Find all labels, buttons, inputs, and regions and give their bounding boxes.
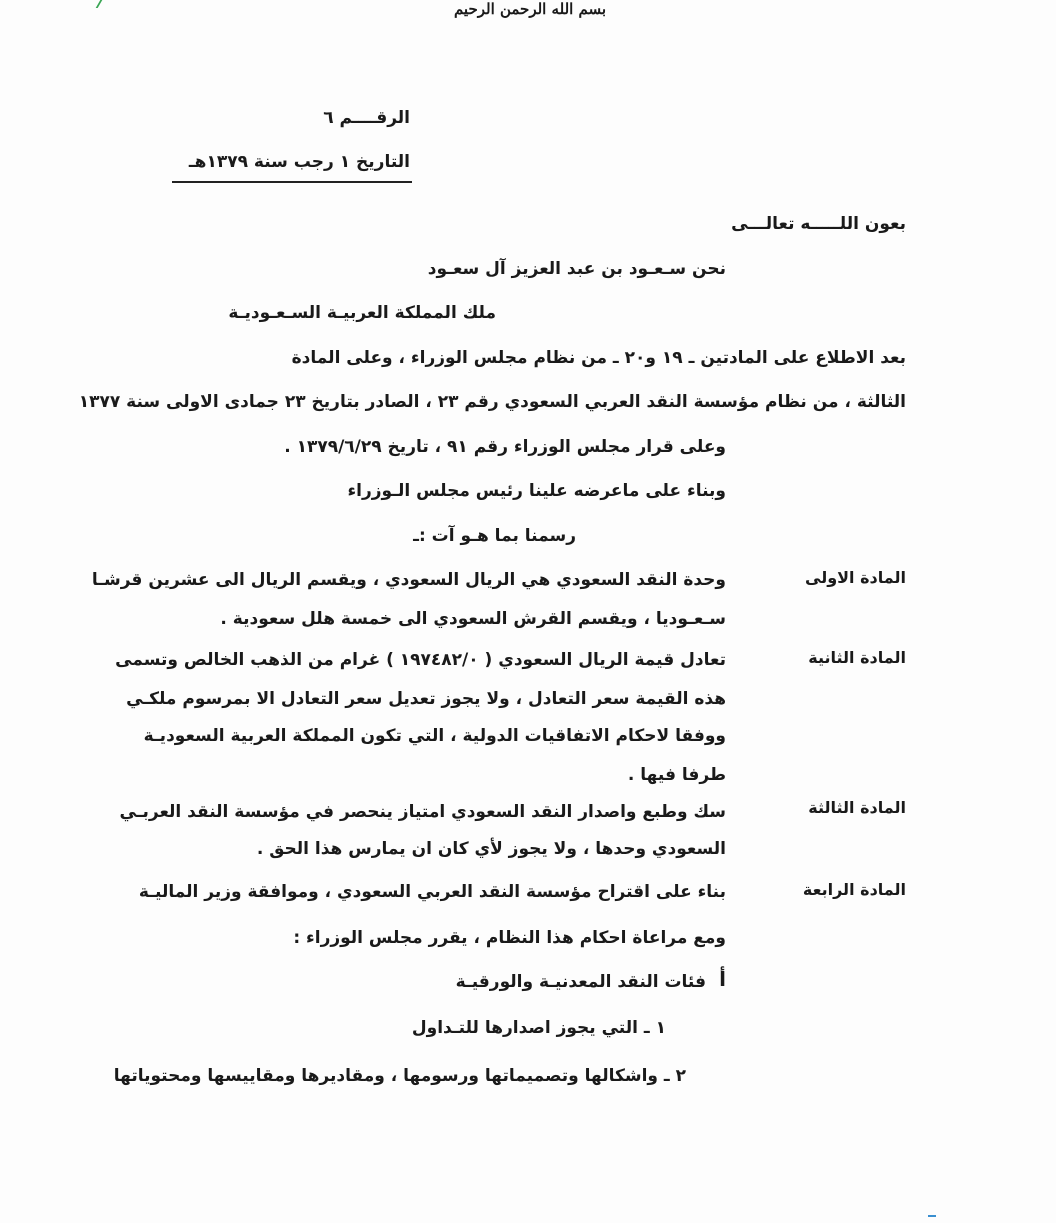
article-2-line-1: تعادل قيمة الريال السعودي ( ١٩٧٤٨٢/٠ ) غرام من الذهب الخالص وتسمى xyxy=(115,650,726,670)
date-underline xyxy=(172,181,412,183)
document-number: الرقــــم ٦ xyxy=(323,108,410,128)
pen-mark xyxy=(96,0,113,8)
article-4-line-1: بناء على اقتراح مؤسسة النقد العربي السعودي ، وموافقة وزير الماليـة xyxy=(138,882,726,902)
article-3-line-1: سك وطبع واصدار النقد السعودي امتياز ينحصر في مؤسسة النقد العربـي xyxy=(119,802,726,822)
article-4-line-2: ومع مراعاة احكام هذا النظام ، يقرر مجلس الوزراء : xyxy=(293,928,726,948)
preamble-line-2: الثالثة ، من نظام مؤسسة النقد العربي السعودي رقم ٢٣ ، الصادر بتاريخ ٢٣ جمادى الاولى سنة ١٣٧٧ xyxy=(78,392,906,412)
article-4-label: المادة الرابعة xyxy=(802,880,906,899)
article-1-line-1: وحدة النقد السعودي هي الريال السعودي ، ويقسم الريال الى عشرين قرشـا xyxy=(91,570,726,590)
article-2-line-2: هذه القيمة سعر التعادل ، ولا يجوز تعديل سعر التعادل الا بمرسوم ملكـي xyxy=(126,689,726,709)
item-a-text: فئات النقد المعدنيـة والورقيـة xyxy=(455,972,706,992)
preamble-line-5: رسمنا بما هـو آت :ـ xyxy=(413,526,576,546)
king-title: ملك المملكة العربيـة السـعـوديـة xyxy=(228,303,496,323)
preamble-line-1: بعد الاطلاع على المادتين ـ ١٩ و٢٠ ـ من نظام مجلس الوزراء ، وعلى المادة xyxy=(291,348,906,368)
basmala: بسم الله الرحمن الرحيم xyxy=(453,0,607,18)
article-2-line-4: طرفا فيها . xyxy=(627,765,726,785)
preamble-line-3: وعلى قرار مجلس الوزراء رقم ٩١ ، تاريخ ١٣٧٩/٦/٢٩ . xyxy=(284,437,726,457)
opening-invocation: بعون اللـــــه تعالـــى xyxy=(731,214,906,234)
pen-mark-corner xyxy=(928,1215,936,1222)
item-2-text: ٢ ـ واشكالها وتصميماتها ورسومها ، ومقاديرها ومقاييسها ومحتوياتها xyxy=(113,1066,686,1086)
document-date: التاريخ ١ رجب سنة ١٣٧٩هـ xyxy=(188,152,410,172)
article-2-line-3: ووفقا لاحكام الاتفاقيات الدولية ، التي تكون المملكة العربية السعوديـة xyxy=(143,726,726,746)
article-1-line-2: سـعـوديا ، ويقسم القرش السعودي الى خمسة هلل سعودية . xyxy=(220,609,726,629)
preamble-line-4: وبناء على ماعرضه علينا رئيس مجلس الـوزراء xyxy=(347,481,726,501)
item-1-text: ١ ـ التي يجوز اصدارها للتـداول xyxy=(411,1018,666,1038)
article-3-label: المادة الثالثة xyxy=(808,798,906,817)
item-a-marker: أ xyxy=(719,967,726,991)
article-3-line-2: السعودي وحدها ، ولا يجوز لأي كان ان يمارس هذا الحق . xyxy=(256,839,726,859)
article-2-label: المادة الثانية xyxy=(808,648,906,667)
article-1-label: المادة الاولى xyxy=(805,568,906,587)
king-name: نحن سـعـود بن عبد العزيز آل سعـود xyxy=(427,259,726,279)
